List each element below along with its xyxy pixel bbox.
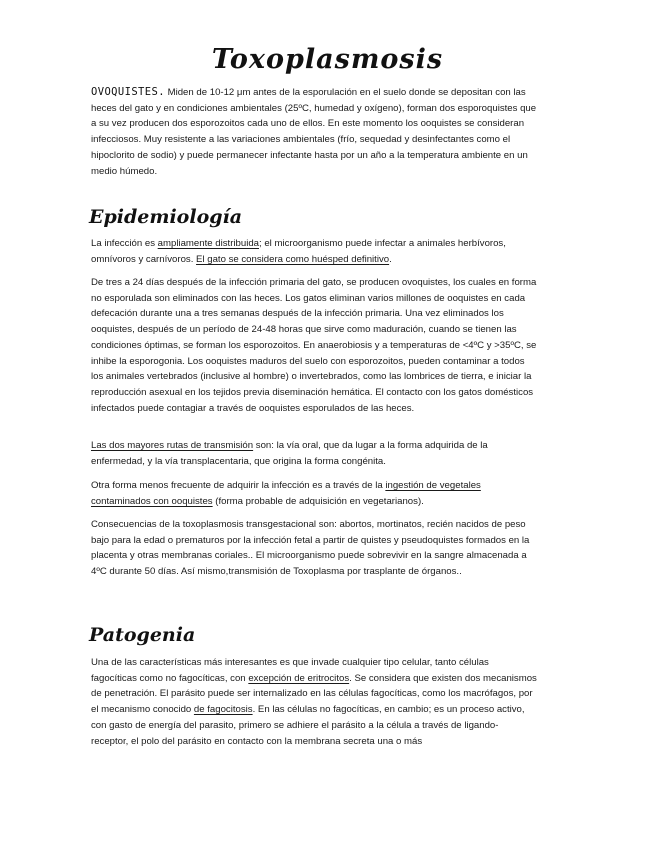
text-run: Una de las características más interesantes es que invade cualquier tipo celular, tanto células fagocíticas como no fagocíticas, con: [91, 657, 489, 684]
epidemiologia-paragraph-3: [91, 438, 537, 469]
text-run: . Se considera que existen dos mecanismos de penetración. El parásito puede ser internalizado en las células fagocíticas, como los macrófagos, por el mecanismo conocido: [91, 672, 537, 716]
text-run: La infección es: [91, 238, 158, 249]
underlined-text: excepción de eritrocitos: [248, 672, 350, 684]
intro-paragraph: [91, 85, 537, 179]
document-title: Toxoplasmosis: [211, 44, 444, 75]
text-run: (forma probable de adquisición en vegetarianos).: [212, 495, 424, 507]
text-run: Otra forma menos frecuente de adquirir la infección es a través de la: [91, 480, 386, 491]
epidemiologia-paragraph-4: [91, 478, 537, 509]
patogenia-paragraph-1: [91, 655, 537, 749]
section-heading-epidemiologia: Epidemiología: [89, 206, 243, 228]
underlined-text: de fagocitosis: [193, 704, 253, 716]
text-run: .: [389, 253, 392, 265]
epidemiologia-paragraph-1: [91, 236, 537, 267]
text-run: son: la vía oral, que da lugar a la forma adquirida de la enfermedad, y la vía transplacentaria, que origina la forma congénita.: [91, 440, 488, 467]
underlined-text: ampliamente distribuida: [157, 238, 259, 249]
epidemiologia-paragraph-2: De tres a 24 días después de la infección primaria del gato, se producen ovoquistes, los cuales en forma no esporulada son eliminados con las heces. Los gatos eliminan varios millones de ooquistes en cada defecación durante una a tres semanas después de la infección primaria. Una vez eliminados los ooquistes, después de un período de 24-48 horas que sirve como maduración, cuando se tienen las condiciones óptimas, se forman los esporozoitos. En anaerobiosis y a temperaturas de <4ºC y >35ºC, se inhibe la esporogonia. Los ooquistes maduros del suelo con esporozoitos, pueden contaminar a todos los animales vertebrados (inclusive al hombre) o invertebrados, como las lombrices de tierra, e iniciar la reproducción asexual en los tejidos previa diseminación hemática. El contacto con los gatos domésticos infectados puede contagiar a través de ooquistes esporulados de las heces.: [91, 277, 537, 414]
intro-lead: OVOQUISTES.: [91, 86, 165, 98]
text-run: ; el microorganismo puede infectar a animales herbívoros, omnívoros y carnívoros.: [91, 238, 506, 265]
intro-text: Miden de 10-12 μm antes de la esporulación en el suelo donde se depositan con las heces del gato y en condiciones ambientales (25ºC, humedad y oxígeno), forman dos esporoquistes que a su vez producen dos esporozoitos cada uno de ellos. En este momento los ooquistes se consideran infecciosos. Muy resistente a las variaciones ambientales (frío, sequedad y desinfectantes como el hipoclorito de sodio) y puede permanecer infectante hasta por un año a la temperatura ambiente en un medio húmedo.: [91, 87, 537, 177]
section-heading-patogenia: Patogenia: [89, 624, 196, 646]
underlined-text: El gato se considera como huésped definitivo: [196, 253, 390, 265]
epidemiologia-paragraph-5: Consecuencias de la toxoplasmosis transgestacional son: abortos, mortinatos, recién nacidos de peso bajo para la edad o prematuros por la infección fetal a partir de quistes y pseudoquistes formados en la placenta y otras membranas coriales.. El microorganismo puede sobrevivir en la sangre almacenada a 4ºC durante 50 días. Así mismo,transmisión de Toxoplasma por trasplante de órganos..: [91, 519, 530, 578]
text-run: . En las células no fagocíticas, en cambio; es un proceso activo, con gasto de energía del parasito, primero se adhiere el parásito a la célula a través de ligando- receptor, el polo del parásito en contacto con la membrana secreta una o más: [91, 704, 525, 747]
underlined-text: ingestión de vegetales contaminados con ooquistes: [91, 480, 481, 507]
underlined-text: Las dos mayores rutas de transmisión: [91, 440, 254, 451]
